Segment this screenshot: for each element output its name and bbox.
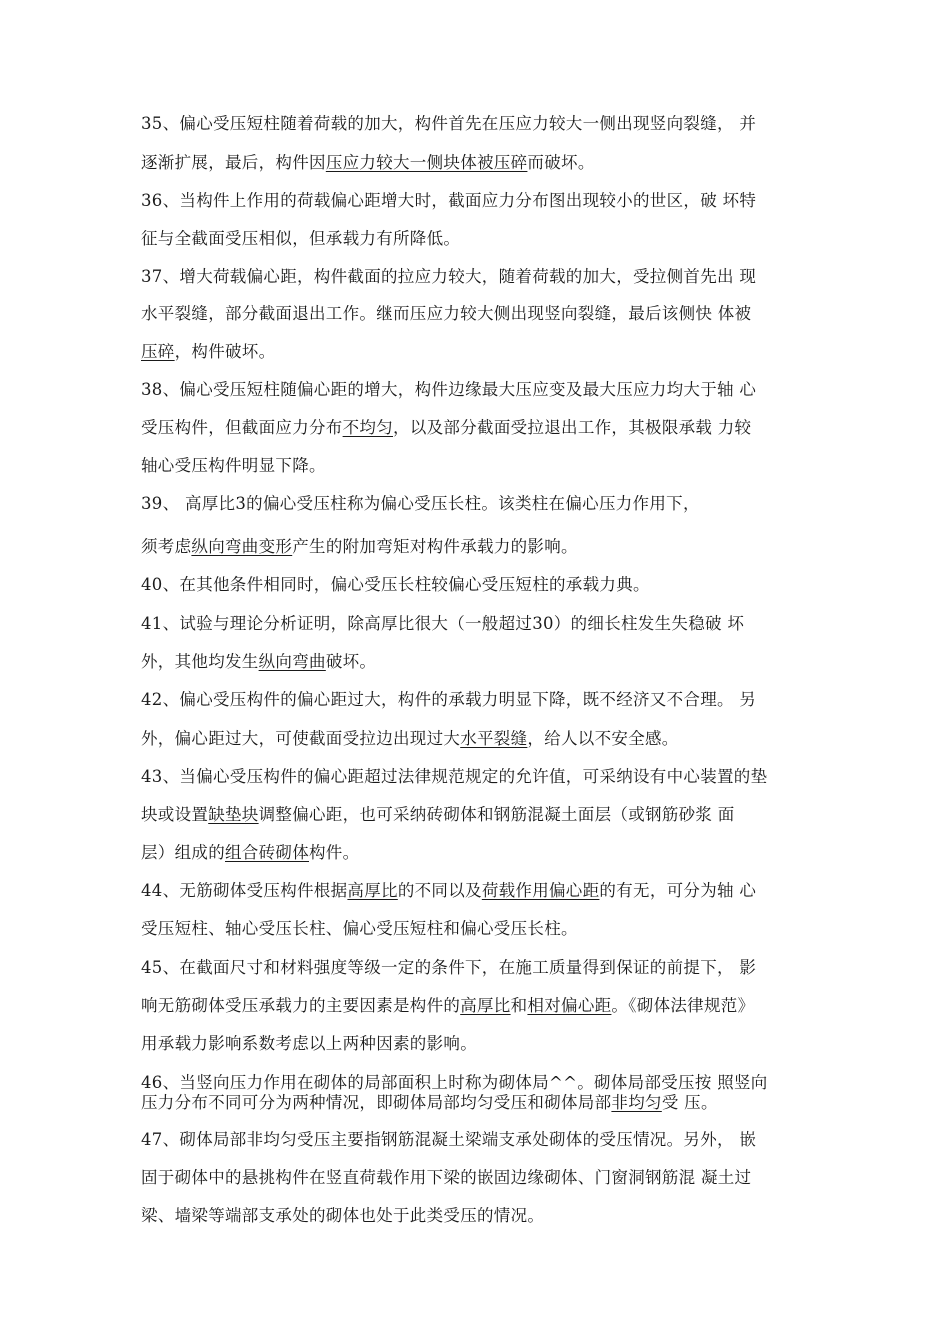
text-segment: 水平裂缝，部分截面退出工作。继而压应力较大侧出现竖向裂缝，最后该侧快 体被: [141, 304, 752, 323]
text-line: [141, 418, 830, 438]
text-segment: ，给人以不安全感。: [527, 729, 679, 748]
underlined-term: 非均匀: [611, 1093, 662, 1112]
text-segment: 43、当偏心受压构件的偏心距超过法律规范规定的允许值，可采纳设有中心装置的垫: [141, 767, 768, 786]
text-segment: 外，偏心距过大，可使截面受拉边出现过大: [141, 729, 461, 748]
text-segment: 45、在截面尺寸和材料强度等级一定的条件下，在施工质量得到保证的前提下， 影: [141, 958, 757, 977]
text-line: [141, 1095, 830, 1111]
text-line: [141, 342, 830, 362]
text-segment: 46、当竖向压力作用在砌体的局部面积上时称为砌体局^^。砌体局部受压按 照竖向: [141, 1073, 768, 1092]
text-segment: 征与全截面受压相似，但承载力有所降低。: [141, 229, 461, 248]
text-line: [141, 690, 830, 710]
text-segment: 38、偏心受压短柱随偏心距的增大，构件边缘最大压应变及最大压应力均大于轴 心: [141, 380, 757, 399]
text-line: [141, 537, 830, 557]
text-line: [141, 996, 830, 1016]
underlined-term: 缺垫块: [208, 805, 259, 824]
text-segment: 破坏。: [325, 652, 377, 671]
text-line: [141, 267, 830, 287]
text-segment: 层）组成的: [141, 843, 225, 862]
text-segment: 用承载力影响系数考虑以上两种因素的影响。: [141, 1034, 477, 1053]
text-segment: 须考虑: [141, 537, 192, 556]
text-segment: 响无筋砌体受压承载力的主要因素是构件的: [141, 996, 461, 1015]
text-segment: 39、 高厚比3的偏心受压柱称为偏心受压长柱。该类柱在偏心压力作用下，: [141, 494, 700, 513]
text-line: [141, 1075, 830, 1091]
text-segment: 而破坏。: [527, 153, 595, 172]
text-line: [141, 767, 830, 787]
underlined-term: 高厚比: [347, 881, 398, 900]
text-segment: ，以及部分截面受拉退出工作，其极限承载 力较: [393, 418, 752, 437]
text-line: [141, 380, 830, 400]
text-line: [141, 805, 830, 825]
text-line: [141, 919, 830, 939]
text-line: [141, 843, 830, 863]
text-line: [141, 153, 830, 173]
text-line: [141, 1168, 830, 1188]
text-segment: 梁、墙梁等端部支承处的砌体也处于此类受压的情况。: [141, 1206, 545, 1225]
text-line: [141, 958, 830, 978]
text-segment: 块或设置: [141, 805, 209, 824]
text-line: [141, 1130, 830, 1150]
text-segment: 逐渐扩展，最后，构件因: [141, 153, 326, 172]
text-line: [141, 191, 830, 211]
text-segment: 41、试验与理论分析证明，除高厚比很大（一般超过30）的细长柱发生失稳破 坏: [141, 614, 745, 633]
text-segment: 调整偏心距，也可采纳砖砌体和钢筋混凝土面层（或钢筋砂浆 面: [258, 805, 735, 824]
text-segment: 固于砌体中的悬挑构件在竖直荷载作用下梁的嵌固边缘砌体、门窗洞钢筋混 凝土过: [141, 1168, 752, 1187]
text-segment: 37、增大荷载偏心距，构件截面的拉应力较大，随着荷载的加大，受拉侧首先出 现: [141, 267, 757, 286]
underlined-term: 高厚比: [460, 996, 511, 1015]
text-segment: 35、偏心受压短柱随着荷载的加大，构件首先在压应力较大一侧出现竖向裂缝， 并: [141, 114, 757, 133]
text-line: [141, 729, 830, 749]
text-segment: 42、偏心受压构件的偏心距过大，构件的承载力明显下降，既不经济又不合理。 另: [141, 690, 757, 709]
underlined-term: 纵向弯曲变形: [191, 537, 293, 556]
text-segment: 和: [510, 996, 528, 1015]
text-line: [141, 1206, 830, 1226]
text-segment: 受 压。: [661, 1093, 718, 1112]
text-segment: 47、砌体局部非均匀受压主要指钢筋混凝土梁端支承处砌体的受压情况。另外， 嵌: [141, 1130, 757, 1149]
underlined-term: 组合砖砌体: [225, 843, 309, 862]
underlined-term: 不均匀: [342, 418, 394, 437]
text-line: [141, 304, 830, 324]
underlined-term: 相对偏心距: [527, 996, 612, 1015]
text-line: [141, 614, 830, 634]
underlined-term: 纵向弯曲: [258, 652, 326, 671]
text-line: [141, 229, 830, 249]
text-line: [141, 1034, 830, 1054]
text-line: [141, 494, 830, 514]
text-segment: 的不同以及: [397, 881, 482, 900]
underlined-term: 压碎: [141, 342, 175, 361]
text-segment: 受压短柱、轴心受压长柱、偏心受压短柱和偏心受压长柱。: [141, 919, 578, 938]
text-segment: 压力分布不同可分为两种情况，即砌体局部均匀受压和砌体局部: [141, 1093, 612, 1112]
text-segment: 。《砌体法律规范》: [611, 996, 755, 1015]
text-segment: 外，其他均发生: [141, 652, 259, 671]
text-line: [141, 652, 830, 672]
text-segment: ，构件破坏。: [174, 342, 276, 361]
text-line: [141, 881, 830, 901]
text-line: [141, 456, 830, 476]
text-line: [141, 575, 830, 595]
text-segment: 的有无，可分为轴 心: [599, 881, 757, 900]
underlined-term: 荷载作用偏心距: [481, 881, 600, 900]
text-segment: 44、无筋砌体受压构件根据: [141, 881, 348, 900]
text-segment: 36、当构件上作用的荷载偏心距增大时，截面应力分布图出现较小的世区，破 坏特: [141, 191, 757, 210]
underlined-term: 水平裂缝: [460, 729, 528, 748]
text-segment: 轴心受压构件明显下降。: [141, 456, 326, 475]
text-line: [141, 114, 830, 134]
text-segment: 产生的附加弯矩对构件承载力的影响。: [292, 537, 578, 556]
underlined-term: 压应力较大一侧块体被压碎: [325, 153, 528, 172]
text-segment: 构件。: [309, 843, 360, 862]
text-segment: 40、在其他条件相同时，偏心受压长柱较偏心受压短柱的承载力典。: [141, 575, 650, 594]
text-segment: 受压构件，但截面应力分布: [141, 418, 343, 437]
